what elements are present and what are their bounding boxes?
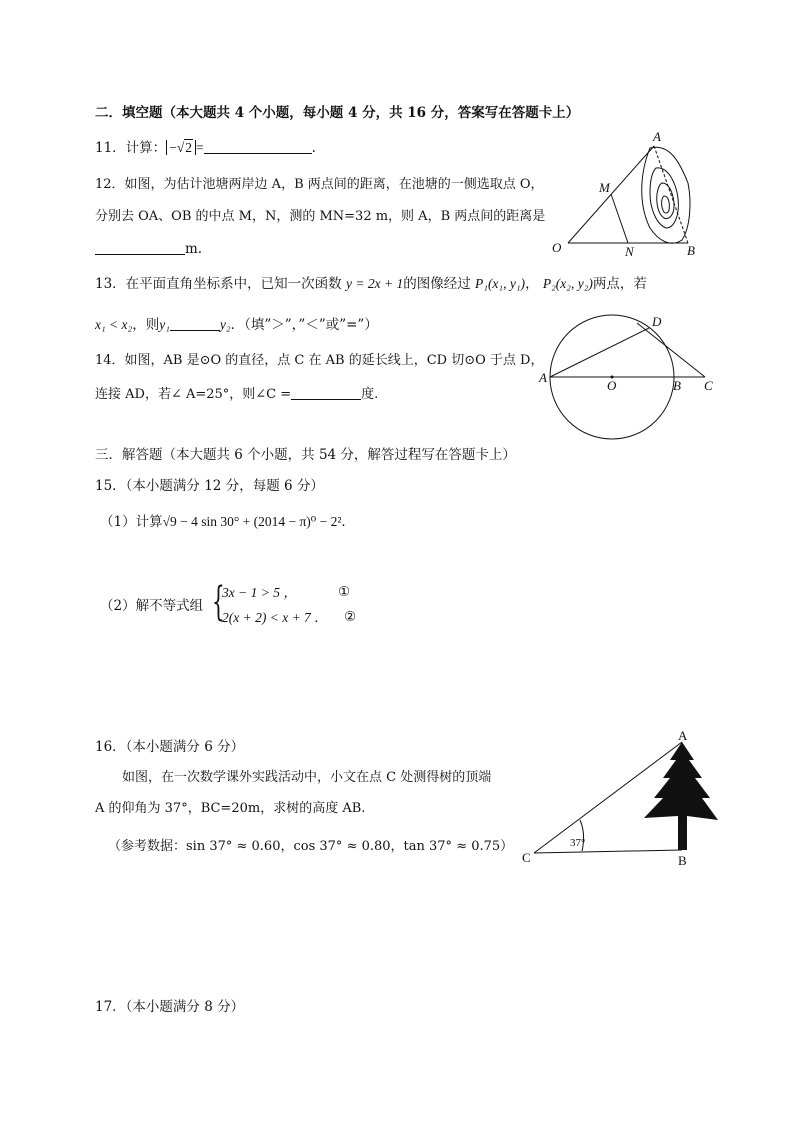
q13-y2: y₂ bbox=[219, 317, 231, 332]
label-b: B bbox=[673, 378, 681, 393]
q11-answer-blank bbox=[204, 139, 312, 154]
q13-point-p1: P₁(x₁, y₁) bbox=[475, 276, 526, 291]
label-d: D bbox=[652, 314, 662, 329]
segment-mn bbox=[611, 194, 628, 243]
label-a: A bbox=[539, 370, 547, 385]
label-c: C bbox=[704, 378, 713, 393]
q14-answer-blank bbox=[291, 385, 361, 400]
q13-text-b: 的图像经过 bbox=[403, 276, 471, 292]
section-2-title: 二．填空题（本大题共 4 个小题，每小题 4 分，共 16 分，答案写在答题卡上） bbox=[95, 105, 580, 121]
q12-line-3 bbox=[95, 240, 202, 258]
pond-dashed-line-ab bbox=[654, 146, 688, 243]
pond-figure bbox=[550, 128, 700, 258]
q13-answer-blank bbox=[170, 316, 220, 331]
q15-inequality-1: 3x − 1 > 5 ， bbox=[222, 585, 297, 600]
q15-p1-expression: √9 − 4 sin 30° + (2014 − π)⁰ − 2² bbox=[162, 514, 342, 529]
q13-text-a: 13．在平面直角坐标系中，已知一次函数 bbox=[95, 276, 342, 292]
q13-condition: x₁ < x₂ bbox=[95, 317, 133, 332]
q14-line-2 bbox=[95, 385, 378, 404]
angle-label: 37° bbox=[570, 837, 586, 849]
q14-text-b: 度. bbox=[361, 387, 379, 402]
q14-line-1: 14．如图，AB 是⊙O 的直径，点 C 在 AB 的延长线上，CD 切⊙O 于点 D， bbox=[95, 353, 544, 368]
question-11 bbox=[95, 139, 316, 157]
q12-unit: m. bbox=[185, 241, 203, 257]
q15-mark-1: ① bbox=[338, 584, 351, 600]
label-b: B bbox=[687, 243, 695, 258]
label-a: A bbox=[653, 129, 661, 144]
q15-inequality-2: 2(x + 2) < x + 7 ． bbox=[222, 610, 328, 625]
q12-line-1: 12．如图，为估计池塘两岸边 A，B 两点间的距离，在池塘的一侧选取点 O， bbox=[95, 177, 544, 192]
pond-center bbox=[662, 196, 670, 213]
q15-head: 15．（本小题满分 12 分，每题 6 分） bbox=[95, 478, 324, 494]
q13-comma: ， bbox=[525, 276, 539, 292]
q16-reference-data: （参考数据：sin 37° ≈ 0.60，cos 37° ≈ 0.80，tan 37° ≈ 0.75） bbox=[108, 839, 514, 854]
q13-text-e: ．（填”＞”，”＜”或”=”） bbox=[230, 317, 378, 333]
q15-part-2-label: （2）解不等式组 bbox=[100, 598, 204, 614]
q16-head: 16．（本小题满分 6 分） bbox=[95, 739, 245, 755]
q15-mark-2: ② bbox=[344, 609, 357, 625]
label-n: N bbox=[625, 244, 634, 259]
q13-line-2 bbox=[95, 316, 378, 334]
tree-silhouette bbox=[644, 742, 718, 850]
q13-function: y = 2x + 1 bbox=[345, 276, 404, 291]
label-m: M bbox=[599, 180, 610, 195]
q13-point-p2: P₂(x₂, y₂) bbox=[542, 276, 593, 291]
q15-p1-label: （1）计算 bbox=[100, 514, 163, 530]
q11-expression: −√2 bbox=[166, 140, 196, 155]
q13-line-1 bbox=[95, 275, 647, 293]
q13-text-c: 两点，若 bbox=[592, 276, 647, 292]
label-b: B bbox=[678, 853, 687, 868]
line-ad bbox=[550, 328, 649, 377]
q13-text-d: ，则 bbox=[132, 317, 160, 333]
q15-part-1 bbox=[100, 513, 355, 531]
q15-p1-end: ． bbox=[341, 514, 355, 530]
q13-y1: y₁ bbox=[159, 317, 170, 332]
tree-figure bbox=[520, 730, 730, 870]
circle-figure bbox=[537, 310, 727, 450]
label-a: A bbox=[678, 728, 688, 743]
q14-text-a: 连接 AD，若∠ A=25°，则∠C = bbox=[95, 387, 292, 402]
label-o: O bbox=[607, 378, 617, 393]
q17-head: 17．（本小题满分 8 分） bbox=[95, 999, 245, 1015]
q11-prefix: 11．计算： bbox=[95, 140, 167, 156]
q16-line-2: A 的仰角为 37°，BC=20m，求树的高度 AB. bbox=[95, 801, 366, 816]
label-c: C bbox=[522, 850, 531, 865]
tangent-cd bbox=[637, 323, 705, 377]
q11-equals: = bbox=[195, 140, 204, 155]
q12-line-2: 分别去 OA、OB 的中点 M，N，测的 MN=32 m，则 A，B 两点间的距离是 bbox=[95, 209, 546, 224]
line-cb bbox=[534, 850, 682, 853]
pond-inner-outline-1 bbox=[650, 168, 678, 228]
q12-answer-blank bbox=[95, 240, 185, 255]
q11-end: . bbox=[311, 140, 316, 156]
system-brace: { bbox=[212, 579, 225, 625]
label-o: O bbox=[552, 240, 562, 255]
q16-line-1: 如图，在一次数学课外实践活动中，小文在点 C 处测得树的顶端 bbox=[122, 770, 492, 785]
section-3-title: 三．解答题（本大题共 6 个小题，共 54 分，解答过程写在答题卡上） bbox=[95, 447, 516, 463]
